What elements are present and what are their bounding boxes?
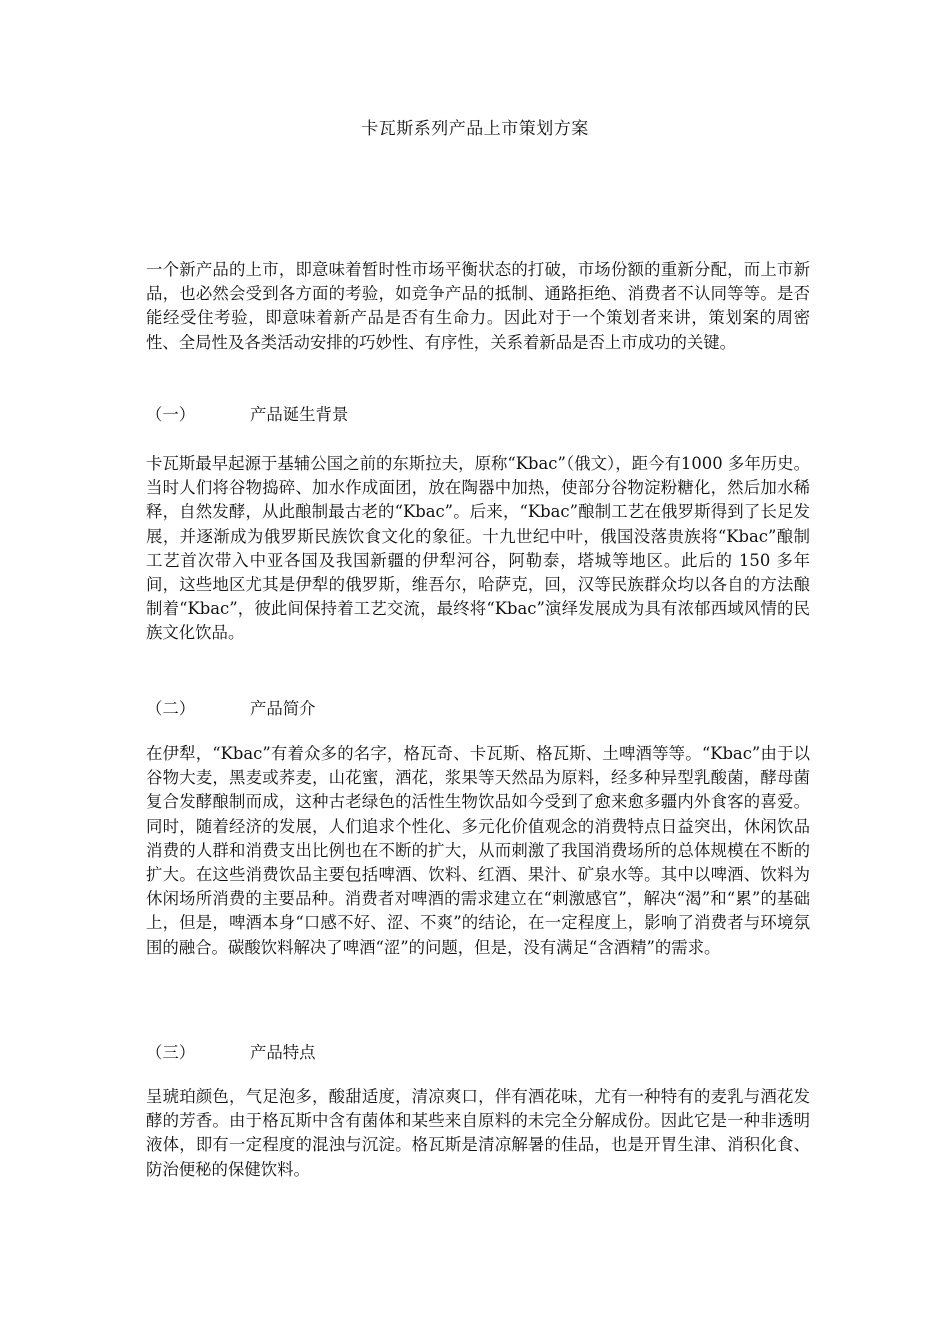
section-heading-3 bbox=[146, 1041, 316, 1065]
section-heading-text-2: 产品简介 bbox=[250, 699, 316, 718]
section-heading-text-3: 产品特点 bbox=[250, 1043, 316, 1062]
section-body-1: 卡瓦斯最早起源于基辅公国之前的东斯拉夫，原称“Kbac”（俄文），距今有1000 多年历史。当时人们将谷物捣碎、加水作成面团，放在陶器中加热，使部分谷物淀粉糖化，然后加水稀释，自然发酵，从此酿制最古老的“Kbac”。后来，“Kbac”酿制工艺在俄罗斯得到了长足发展，并逐渐成为俄罗斯民族饮食文化的象征。十九世纪中叶，俄国没落贵族将“Kbac”酿制工艺首次带入中亚各国及我国新疆的伊犁河谷，阿勒泰，塔城等地区。此后的 150 多年间，这些地区尤其是伊犁的俄罗斯，维吾尔，哈萨克，回，汉等民族群众均以各自的方法酿制着“Kbac”，彼此间保持着工艺交流，最终将“Kbac”演绎发展成为具有浓郁西域风情的民族文化饮品。 bbox=[146, 454, 810, 643]
section-body-3: 呈琥珀颜色，气足泡多，酸甜适度，清凉爽口，伴有酒花味，尤有一种特有的麦乳与酒花发酵的芳香。由于格瓦斯中含有菌体和某些来自原料的未完全分解成份。因此它是一种非透明液体，即有一定程度的混浊与沉淀。格瓦斯是清凉解暑的佳品，也是开胃生津、消积化食、防治便秘的保健饮料。 bbox=[146, 1087, 810, 1179]
intro-paragraph: 一个新产品的上市，即意味着暂时性市场平衡状态的打破，市场份额的重新分配，而上市新品，也必然会受到各方面的考验，如竞争产品的抵制、通路拒绝、消费者不认同等等。是否能经受住考验，即意味着新产品是否有生命力。因此对于一个策划者来讲，策划案的周密性、全局性及各类活动安排的巧妙性、有序性，关系着新品是否上市成功的关键。 bbox=[146, 260, 810, 352]
section-heading-2 bbox=[146, 697, 316, 721]
section-number-3: （三） bbox=[146, 1043, 196, 1062]
section-number-2: （二） bbox=[146, 699, 196, 718]
section-heading-1 bbox=[146, 403, 348, 427]
section-number-1: （一） bbox=[146, 405, 196, 424]
section-heading-text-1: 产品诞生背景 bbox=[250, 405, 349, 424]
section-body-2: 在伊犁，“Kbac”有着众多的名字，格瓦奇、卡瓦斯、格瓦斯、土啤酒等等。“Kbac”由于以谷物大麦，黑麦或荞麦，山花蜜，酒花，浆果等天然品为原料，经多种异型乳酸菌，酵母菌复合发酵酿制而成，这种古老绿色的活性生物饮品如今受到了愈来愈多疆内外食客的喜爱。同时，随着经济的发展，人们追求个性化、多元化价值观念的消费特点日益突出，休闲饮品消费的人群和消费支出比例也在不断的扩大，从而刺激了我国消费场所的总体规模在不断的扩大。在这些消费饮品主要包括啤酒、饮料、红酒、果汁、矿泉水等。其中以啤酒、饮料为休闲场所消费的主要品种。消费者对啤酒的需求建立在“刺激感官”，解决“渴”和“累”的基础上，但是，啤酒本身“口感不好、涩、不爽”的结论，在一定程度上，影响了消费者与环境氛围的融合。碳酸饮料解决了啤酒“涩”的问题，但是，没有满足“含酒精”的需求。 bbox=[146, 744, 810, 957]
document-title: 卡瓦斯系列产品上市策划方案 bbox=[361, 119, 589, 139]
